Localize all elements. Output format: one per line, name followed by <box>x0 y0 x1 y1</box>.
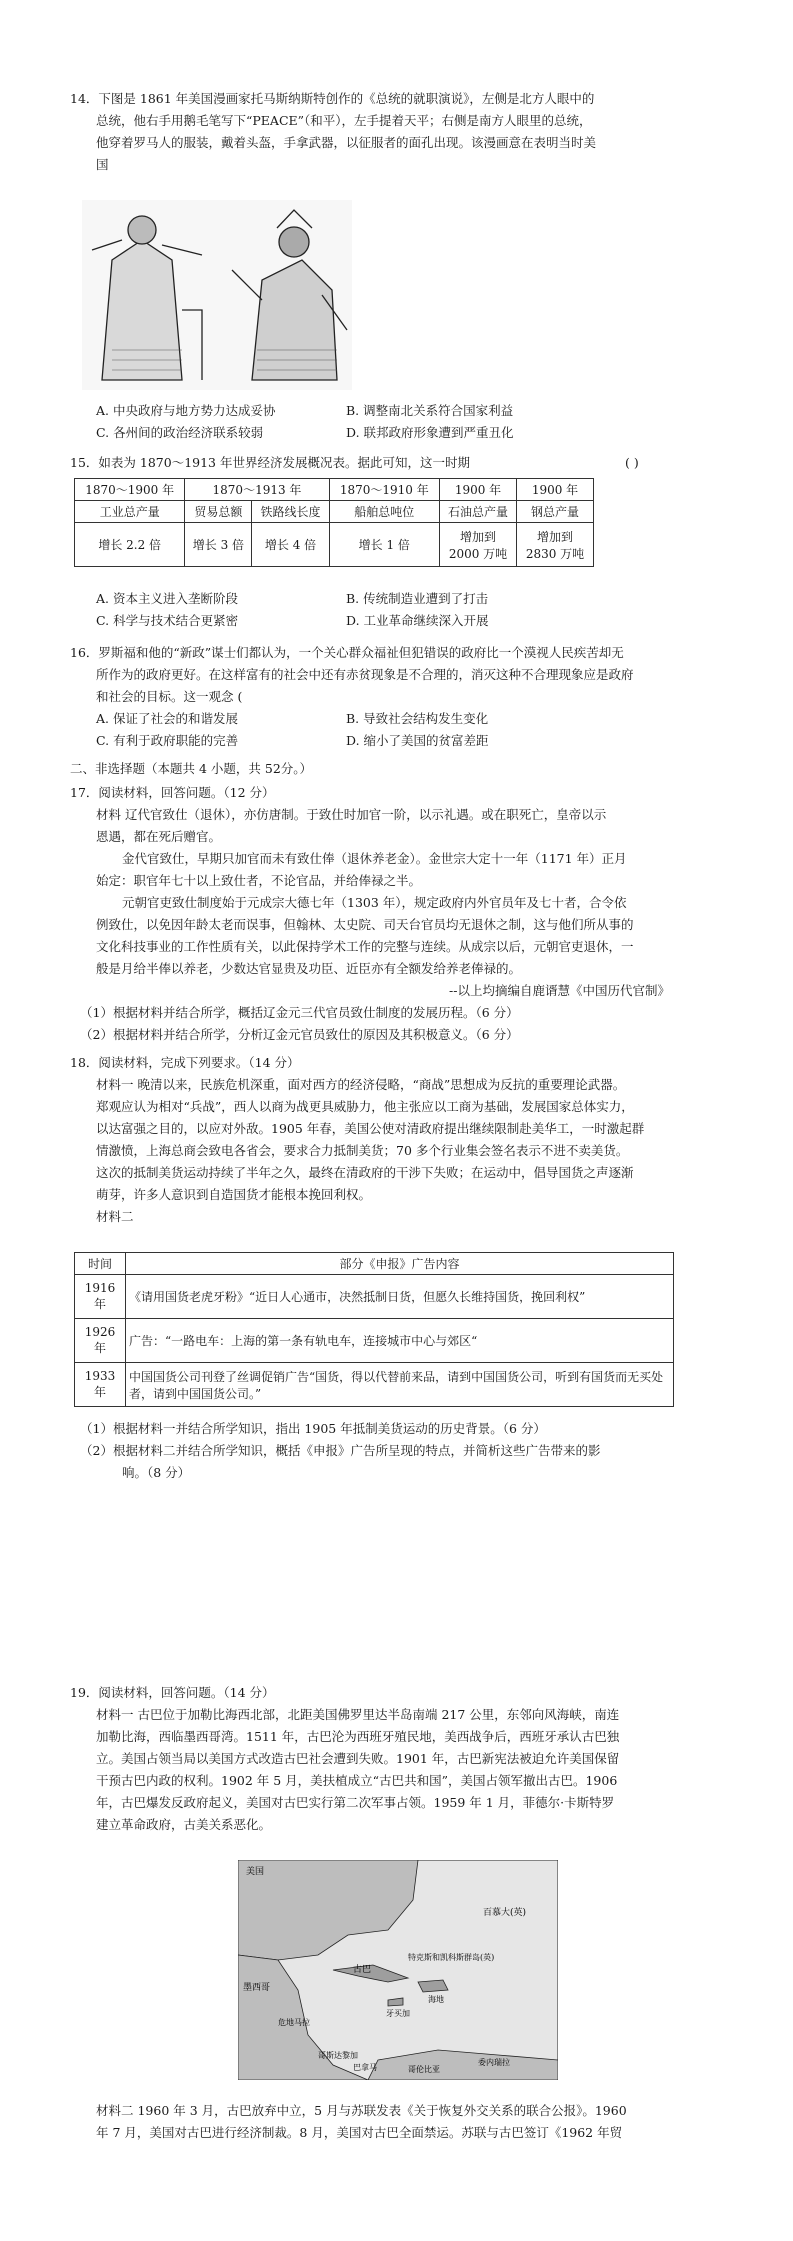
q16-line: 16．罗斯福和他的“新政”谋士们都认为，一个关心群众福祉但犯错误的政府比一个漠视人民疾苦却无 <box>70 645 624 660</box>
q15-table <box>74 478 594 567</box>
table-cell: 船舶总吨位 <box>329 501 439 523</box>
option-a[interactable]: A. 中央政府与地方势力达成妥协 <box>96 403 276 418</box>
q16-line: 和社会的目标。这一观念 ( <box>96 689 243 704</box>
map-label: 哥伦比亚 <box>408 2065 440 2074</box>
option-b[interactable]: B. 传统制造业遭到了打击 <box>346 591 489 606</box>
map-label: 墨西哥 <box>243 1983 271 1993</box>
q18-ask: （1）根据材料一并结合所学知识，指出 1905 年抵制美货运动的历史背景。（6 分） <box>80 1421 546 1436</box>
table-header: 1870～1913 年 <box>185 479 329 501</box>
option-c[interactable]: C. 有利于政府职能的完善 <box>96 733 239 748</box>
map-label: 海地 <box>428 1995 444 2004</box>
q15-options <box>70 588 670 632</box>
q14-options <box>70 400 670 444</box>
table-header: 1900 年 <box>440 479 517 501</box>
option-b[interactable]: B. 导致社会结构发生变化 <box>346 711 489 726</box>
question-17 <box>70 782 670 1046</box>
q14-line: 国 <box>96 157 109 172</box>
table-cell: 钢总产量 <box>517 501 594 523</box>
map-label: 哥斯达黎加 <box>318 2051 358 2060</box>
q18-line: 萌芽，许多人意识到自造国货才能根本挽回利权。 <box>96 1187 372 1202</box>
map-label: 特克斯和凯科斯群岛(英) <box>408 1953 495 1962</box>
table-header: 部分《申报》广告内容 <box>126 1253 674 1275</box>
table-cell: 增加到 2000 万吨 <box>440 523 517 567</box>
q17-line: 材料 辽代官致仕（退休），亦仿唐制。于致仕时加官一阶，以示礼遇。或在职死亡，皇帝以示 <box>96 807 607 822</box>
q18-line: 情激愤，上海总商会致电各省会，要求合力抵制美货；70 多个行业集会签名表示不进不卖美货。 <box>96 1143 629 1158</box>
q17-line: 元朝官吏致仕制度始于元成宗大德七年（1303 年），规定政府内外官员年及七十者，合令依 <box>122 895 627 910</box>
q19-material-two <box>70 2100 670 2144</box>
table-cell: 广告：“一路电车：上海的第一条有轨电车，连接城市中心与郊区“ <box>126 1319 674 1363</box>
map-label: 美国 <box>246 1867 265 1877</box>
q18-line: 以达富强之目的，以应对外敌。1905 年春，美国公使对清政府提出继续限制赴美华工，一时激起群 <box>96 1121 645 1136</box>
q19-line: 建立革命政府，古美关系恶化。 <box>96 1817 272 1832</box>
q18-line: 郑观应认为相对“兵战”，西人以商为战更具威胁力，他主张应以工商为基础，发展国家总体实力， <box>96 1099 634 1114</box>
table-cell: 增长 3 倍 <box>185 523 252 567</box>
table-cell: 铁路线长度 <box>252 501 329 523</box>
caribbean-map <box>238 1860 558 2080</box>
q14-line: 总统，他右手用鹅毛笔写下“PEACE”（和平），左手提着天平；右侧是南方人眼里的总统， <box>96 113 592 128</box>
option-d[interactable]: D. 缩小了美国的贫富差距 <box>346 733 489 748</box>
table-cell: 增加到 2830 万吨 <box>517 523 594 567</box>
q18-table <box>74 1252 674 1407</box>
q19-line: 加勒比海，西临墨西哥湾。1511 年，古巴沦为西班牙殖民地，美西战争后，西班牙承认古巴独 <box>96 1729 620 1744</box>
map-label: 古巴 <box>353 1965 372 1975</box>
answer-bracket: ( ) <box>625 455 639 470</box>
option-d[interactable]: D. 联邦政府形象遭到严重丑化 <box>346 425 514 440</box>
option-a[interactable]: A. 保证了社会的和谐发展 <box>96 711 238 726</box>
q17-title: 17．阅读材料，回答问题。（12 分） <box>70 785 275 800</box>
map-label: 百慕大(英) <box>483 1908 527 1918</box>
q19-line: 立。美国占领当局以美国方式改造古巴社会遭到失败。1901 年，古巴新宪法被迫允许美国保留 <box>96 1751 620 1766</box>
table-cell: 贸易总额 <box>185 501 252 523</box>
table-cell: 石油总产量 <box>440 501 517 523</box>
q18-line: 这次的抵制美货运动持续了半年之久，最终在清政府的干涉下失败；在运动中，倡导国货之声逐渐 <box>96 1165 634 1180</box>
q17-ask: （2）根据材料并结合所学，分析辽金元官员致仕的原因及其积极意义。（6 分） <box>80 1027 519 1042</box>
section-two-heading: 二、非选择题（本题共 4 小题，共 52分。） <box>70 761 313 776</box>
table-cell: 《请用国货老虎牙粉》“近日人心通市，决然抵制日货，但愿久长维持国货，挽回利权” <box>126 1275 674 1319</box>
q18-title: 18．阅读材料，完成下列要求。（14 分） <box>70 1055 300 1070</box>
option-d[interactable]: D. 工业革命继续深入开展 <box>346 613 489 628</box>
q19-line: 材料一 古巴位于加勒比海西北部，北距美国佛罗里达半岛南端 217 公里，东邻向风海峡，南连 <box>96 1707 620 1722</box>
q19-line: 年 7 月，美国对古巴进行经济制裁。8 月，美国对古巴全面禁运。苏联与古巴签订《1962 年贸 <box>96 2125 623 2140</box>
question-16 <box>70 642 670 752</box>
map-label: 委内瑞拉 <box>478 2058 510 2067</box>
q17-line: 金代官致仕，早期只加官而未有致仕俸（退休养老金）。金世宗大定十一年（1171 年）正月 <box>122 851 627 866</box>
table-cell: 1916 年 <box>75 1275 126 1319</box>
q17-line: 文化科技事业的工作性质有关，以此保持学术工作的完整与连续。从成宗以后，元朝官吏退休，一 <box>96 939 634 954</box>
q17-line: 恩遇，都在死后赠官。 <box>96 829 222 844</box>
option-c[interactable]: C. 科学与技术结合更紧密 <box>96 613 239 628</box>
q18-ask: 响。（8 分） <box>122 1465 191 1480</box>
q17-line: 般是月给半俸以养老，少数达官显贵及功臣、近臣亦有全额发给养老俸禄的。 <box>96 961 522 976</box>
option-c[interactable]: C. 各州间的政治经济联系较弱 <box>96 425 264 440</box>
option-b[interactable]: B. 调整南北关系符合国家利益 <box>346 403 514 418</box>
table-header: 1870～1910 年 <box>329 479 439 501</box>
table-cell: 中国国货公司刊登了丝调促销广告“国货，得以代替前来品，请到中国国货公司，听到有国货而无买处者，请到中国国货公司。” <box>126 1363 674 1407</box>
q14-line: 14．下图是 1861 年美国漫画家托马斯纳斯特创作的《总统的就职演说》，左侧是北方人眼中的 <box>70 91 595 106</box>
table-cell: 增长 4 倍 <box>252 523 329 567</box>
q18-asks <box>70 1418 670 1484</box>
table-cell: 增长 1 倍 <box>329 523 439 567</box>
question-19 <box>70 1682 670 1836</box>
table-header: 1900 年 <box>517 479 594 501</box>
question-15 <box>70 452 670 474</box>
table-header: 1870～1900 年 <box>75 479 185 501</box>
map-label: 巴拿马 <box>353 2063 377 2072</box>
q17-line: 始定：职官年七十以上致仕者，不论官品，并给俸禄之半。 <box>96 873 422 888</box>
question-14 <box>70 88 670 176</box>
q18-line: 材料一 晚清以来，民族危机深重，面对西方的经济侵略，“商战”思想成为反抗的重要理论武器。 <box>96 1077 626 1092</box>
table-cell: 工业总产量 <box>75 501 185 523</box>
option-a[interactable]: A. 资本主义进入垄断阶段 <box>96 591 238 606</box>
q18-ask: （2）根据材料二并结合所学知识，概括《申报》广告所呈现的特点，并简析这些广告带来的影 <box>80 1443 601 1458</box>
q19-line: 干预古巴内政的权利。1902 年 5 月，美扶植成立“古巴共和国”，美国占领军撤出古巴。1906 <box>96 1773 618 1788</box>
q17-ask: （1）根据材料并结合所学，概括辽金元三代官员致仕制度的发展历程。（6 分） <box>80 1005 519 1020</box>
q16-line: 所作为的政府更好。在这样富有的社会中还有赤贫现象是不合理的，消灭这种不合理现象应是政府 <box>96 667 634 682</box>
cartoon-image <box>82 200 352 390</box>
table-cell: 1933 年 <box>75 1363 126 1407</box>
table-cell: 增长 2.2 倍 <box>75 523 185 567</box>
question-18 <box>70 1052 670 1228</box>
q15-stem: 15．如表为 1870～1913 年世界经济发展概况表。据此可知，这一时期 <box>70 455 470 470</box>
q17-line: 例致仕，以免因年龄太老而误事，但翰林、太史院、司天台官员均无退休之制，这与他们所从事的 <box>96 917 634 932</box>
q14-line: 他穿着罗马人的服装，戴着头盔，手拿武器，以征服者的面孔出现。该漫画意在表明当时美 <box>96 135 597 150</box>
table-cell: 1926 年 <box>75 1319 126 1363</box>
table-header: 时间 <box>75 1253 126 1275</box>
map-label: 牙买加 <box>386 2009 410 2018</box>
q18-material-two: 材料二 <box>96 1209 134 1224</box>
map-label: 危地马拉 <box>278 2018 310 2027</box>
q17-source: --以上均摘编自鹿谞慧《中国历代官制》 <box>449 983 670 998</box>
q19-line: 材料二 1960 年 3 月，古巴放弃中立，5 月与苏联发表《关于恢复外交关系的联合公报》。1960 <box>96 2103 627 2118</box>
q19-line: 年，古巴爆发反政府起义，美国对古巴实行第二次军事占领。1959 年 1 月，菲德尔·卡斯特罗 <box>96 1795 615 1810</box>
q19-title: 19．阅读材料，回答问题。（14 分） <box>70 1685 275 1700</box>
